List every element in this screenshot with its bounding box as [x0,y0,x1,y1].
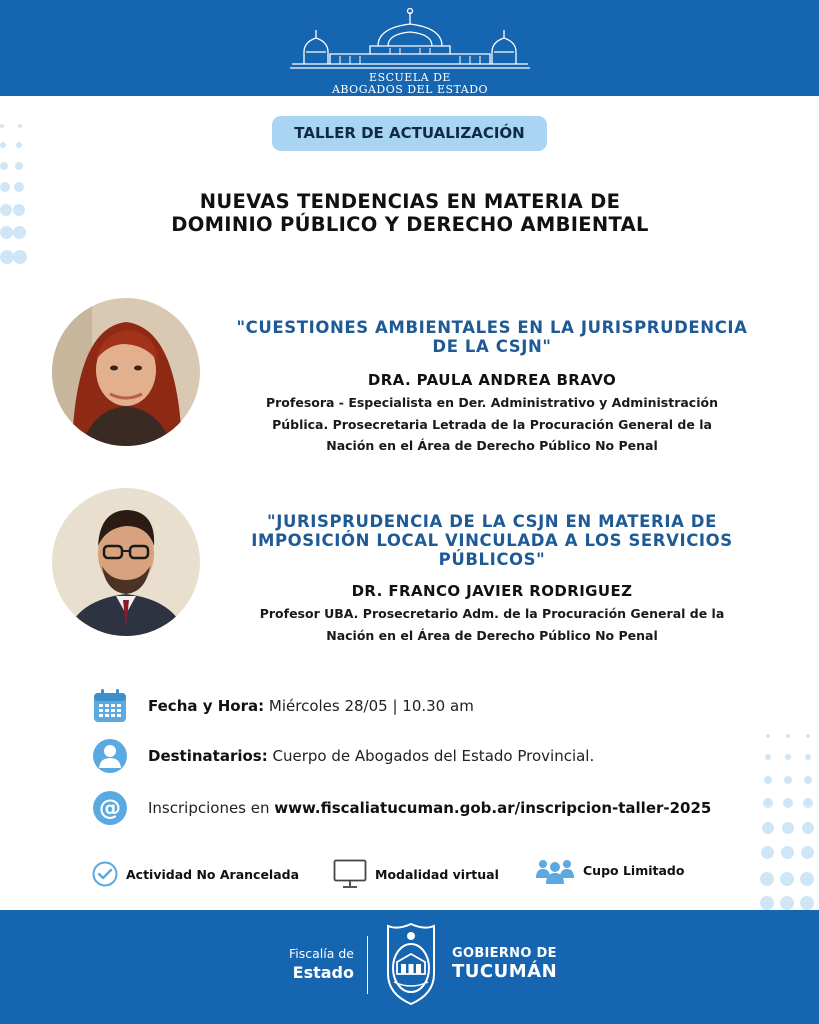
user-icon [92,738,128,774]
speaker-bio-1-line2: Pública. Prosecretaria Letrada de la Procuración General de la [272,416,712,432]
talk-title-2-line1: "JURISPRUDENCIA DE LA CSJN EN MATERIA DE [267,512,717,531]
talk-title-2-line2: IMPOSICIÓN LOCAL VINCULADA A LOS SERVICIOS [251,531,733,550]
page-title-line2: DOMINIO PÚBLICO Y DERECHO AMBIENTAL [171,213,649,236]
building-dome-icon [290,6,530,70]
info-date-label: Fecha y Hora: [148,697,265,715]
info-date [92,688,474,724]
dot-pattern-left [0,120,40,270]
speaker-bio-2-line1: Profesor UBA. Prosecretario Adm. de la Procuración General de la [259,606,725,621]
feature-virtual [333,858,499,890]
group-icon [535,854,575,886]
fiscalia-line1: Fiscalía de [288,946,354,961]
tucuman-seal-icon [380,922,442,1006]
info-audience-value: Cuerpo de Abogados del Estado Provincial. [272,747,595,765]
feature-free [92,858,299,890]
footer-divider [367,936,368,994]
calendar-icon [92,688,128,724]
talk-title-2 [212,512,772,569]
fiscalia-line2: Estado [292,963,354,982]
speaker-bio-1-line3: Nación en el Área de Derecho Público No Penal [326,438,658,453]
gobierno-line2: TUCUMÁN [452,961,558,982]
page-title-line1: NUEVAS TENDENCIAS EN MATERIA DE [199,190,621,213]
gobierno-logo [452,946,557,982]
speaker-name-1: DRA. PAULA ANDREA BRAVO [367,371,617,389]
svg-text:@: @ [99,796,121,821]
feature-limited [535,854,684,886]
check-circle-icon [92,861,118,887]
feature-limited-label: Cupo Limitado [583,862,685,878]
talk-title-2-line3: PÚBLICOS" [438,550,546,569]
at-sign-icon [92,790,128,826]
info-audience [92,738,594,774]
feature-free-label: Actividad No Arancelada [126,866,300,882]
page-title [120,190,700,236]
info-audience-label: Destinatarios: [148,747,268,765]
info-registration-prefix: Inscripciones en [148,799,270,817]
feature-virtual-label: Modalidad virtual [375,866,499,882]
info-audience-text [148,747,594,765]
talk-title-1-line1: "CUESTIONES AMBIENTALES EN LA JURISPRUDENCIA [236,318,748,337]
school-logo [290,6,530,94]
header-band [0,0,819,96]
registration-link[interactable]: www.fiscaliatucuman.gob.ar/inscripcion-taller-2025 [274,799,712,817]
speaker-bio-2-line2: Nación en el Área de Derecho Público No Penal [326,627,658,643]
dot-pattern-right [760,734,819,910]
talk-title-1-line2: DE LA CSJN" [432,337,552,356]
speaker-photo-rodriguez [52,488,200,636]
gobierno-line1: GOBIERNO DE [452,946,557,961]
talk-title-1 [212,318,772,356]
logo-text-line2: ABOGADOS DEL ESTADO [331,83,489,96]
info-registration-text [148,799,711,817]
info-date-value: Miércoles 28/05 | 10.30 am [268,697,474,715]
logo-text-line1: ESCUELA DE [369,71,451,84]
speaker-photo-bravo [52,298,200,446]
event-type-badge: TALLER DE ACTUALIZACIÓN [272,116,547,151]
speaker-bio-2 [212,603,772,646]
monitor-icon [333,859,367,889]
info-date-text [148,697,474,715]
speaker-bio-1-line1: Profesora - Especialista en Der. Administrativo y Administración [265,395,718,410]
info-registration [92,790,711,826]
fiscalia-logo [270,946,354,982]
speaker-name-2: DR. FRANCO JAVIER RODRIGUEZ [351,582,633,600]
speaker-bio-1 [212,392,772,457]
